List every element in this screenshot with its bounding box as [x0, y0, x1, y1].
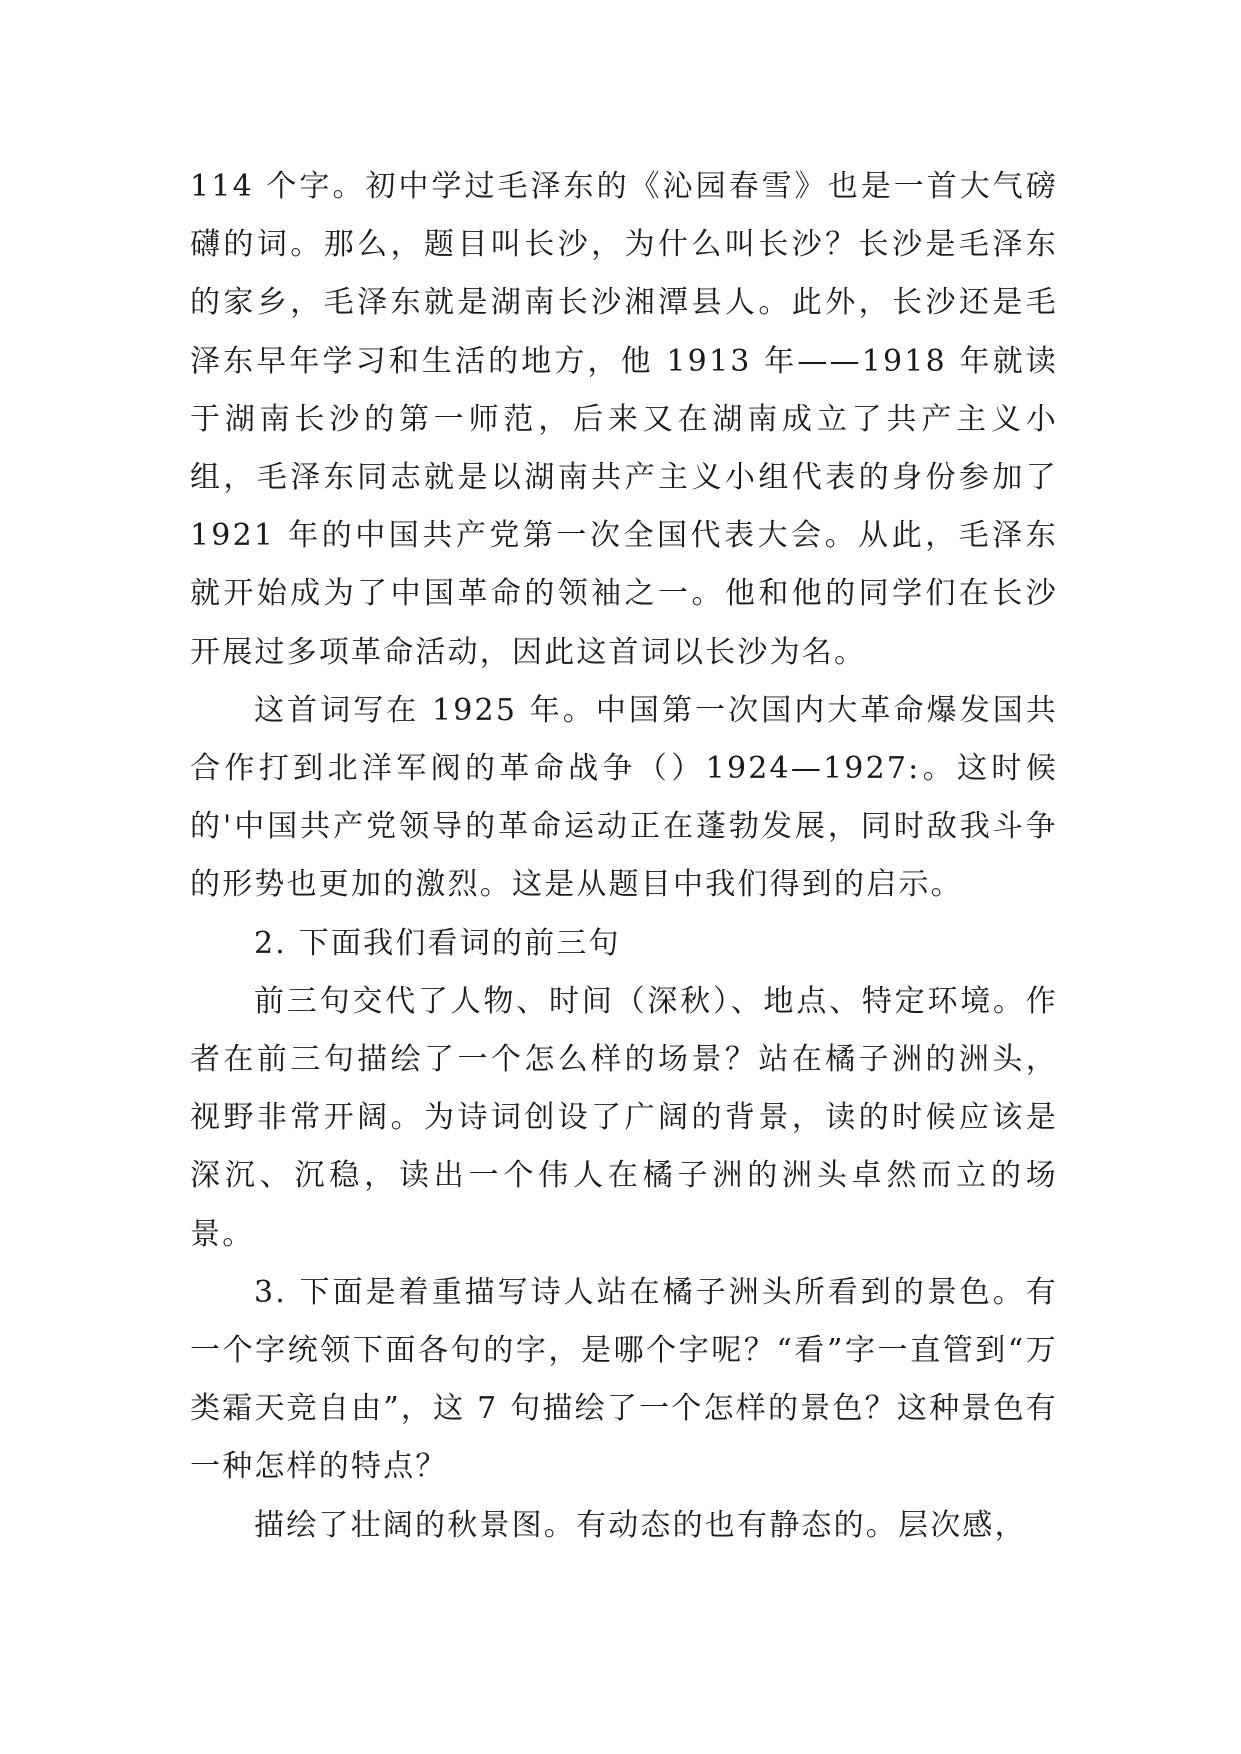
- paragraph-4: 前三句交代了人物、时间（深秋）、地点、特定环境。作者在前三句描绘了一个怎么样的场景？站在橘子洲的洲头，视野非常开阔。为诗词创设了广阔的背景，读的时候应该是深沉、沉稳，读出一个伟人在橘子洲的洲头卓然而立的场景。: [190, 983, 1058, 1252]
- paragraph-1: 114 个字。初中学过毛泽东的《沁园春雪》也是一首大气磅礴的词。那么，题目叫长沙，为什么叫长沙？长沙是毛泽东的家乡，毛泽东就是湖南长沙湘潭县人。此外，长沙还是毛泽东早年学习和生活的地方，他 1913 年——1918 年就读于湖南长沙的第一师范，后来又在湖南成立了共产主义小组，毛泽东同志就是以湖南共产主义小组代表的身份参加了 1921 年的中国共产党第一次全国代表大会。从此，毛泽东就开始成为了中国革命的领袖之一。他和他的同学们在长沙开展过多项革命活动，因此这首词以长沙为名。: [190, 169, 1058, 670]
- paragraph-6: 描绘了壮阔的秋景图。有动态的也有静态的。层次感，: [254, 1507, 1027, 1543]
- paragraph-3-heading: 2. 下面我们看词的前三句: [254, 925, 621, 961]
- paragraph-5: 3. 下面是着重描写诗人站在橘子洲头所看到的景色。有一个字统领下面各句的字，是哪个字呢？“看”字一直管到“万类霜天竞自由”，这 7 句描绘了一个怎样的景色？这种景色有一种怎样的特点？: [190, 1274, 1058, 1485]
- paragraph-2: 这首词写在 1925 年。中国第一次国内大革命爆发国共合作打到北洋军阀的革命战争（）1924—1927:。这时候的'中国共产党领导的革命运动正在蓬勃发展，同时敌我斗争的形势也更加的激烈。这是从题目中我们得到的启示。: [190, 692, 1058, 903]
- body-text: [190, 158, 1058, 1555]
